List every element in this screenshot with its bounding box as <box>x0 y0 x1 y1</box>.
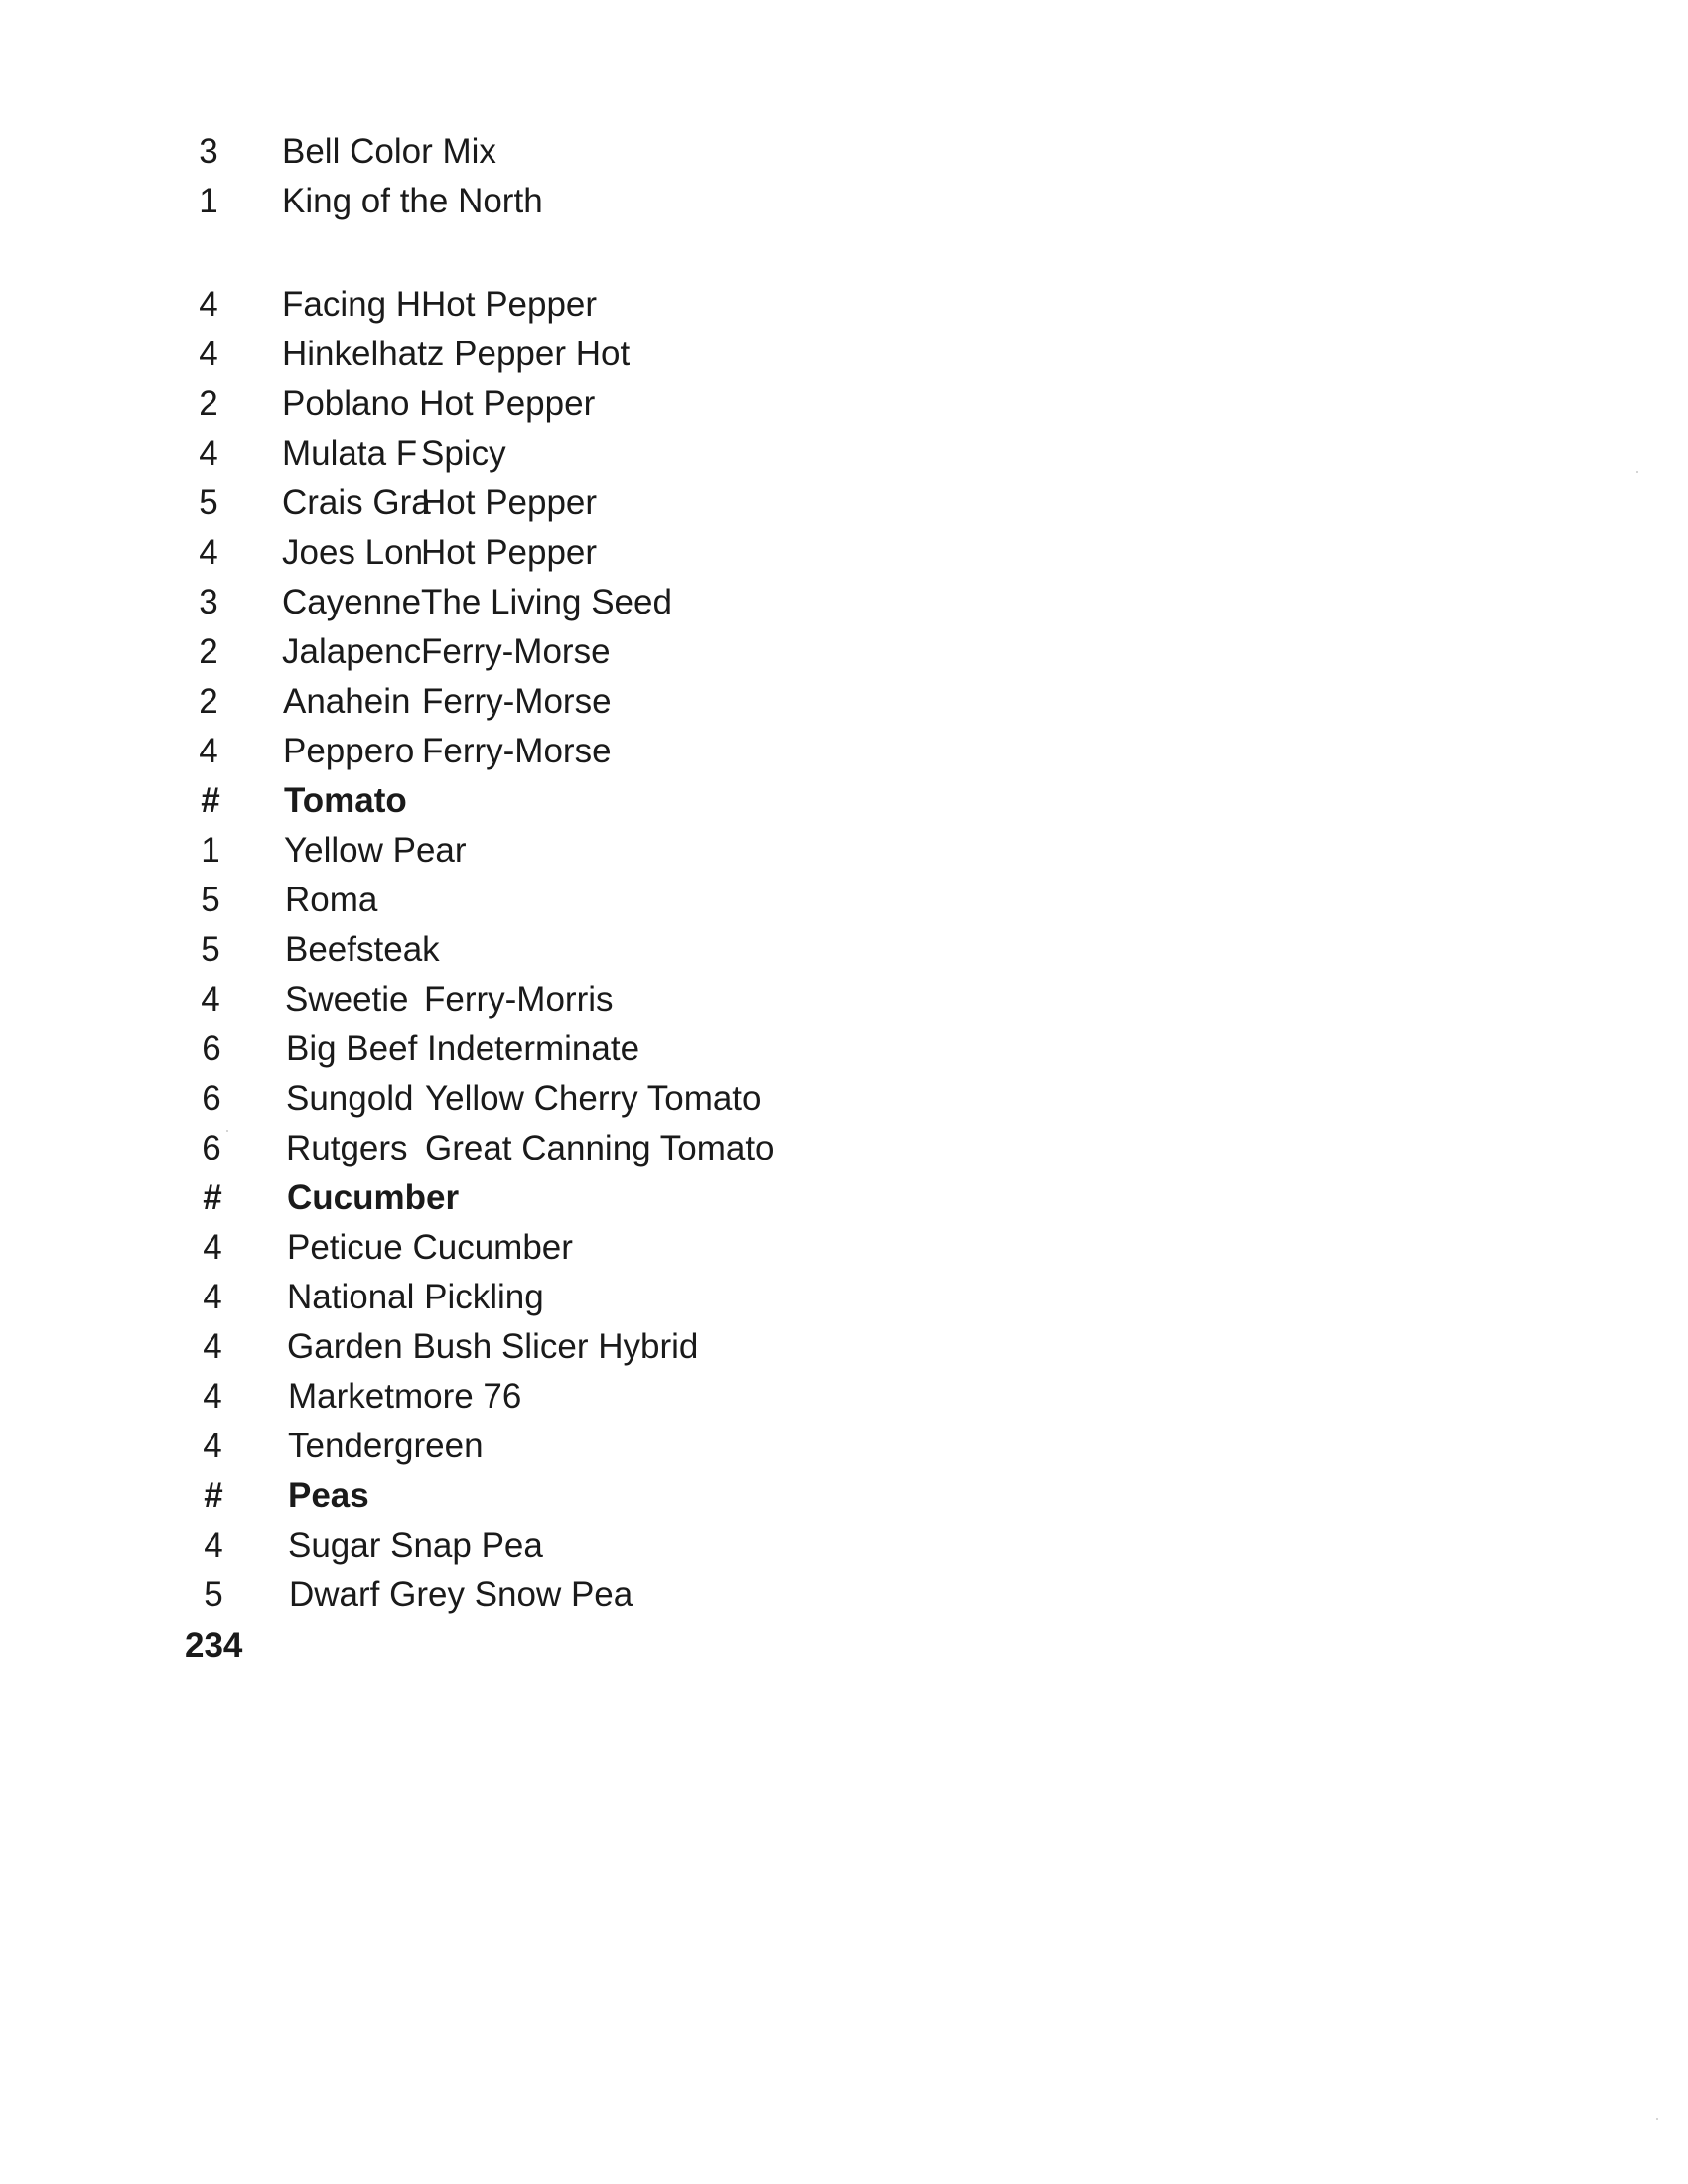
item-quantity: 4 <box>203 1327 222 1366</box>
list-item <box>0 1074 1688 1124</box>
list-item <box>0 826 1688 876</box>
item-note: Great Canning Tomato <box>425 1129 774 1167</box>
item-name: National Pickling <box>287 1278 544 1316</box>
item-quantity: 4 <box>203 1228 222 1267</box>
item-name: Cayenne <box>282 583 422 621</box>
item-name: Beefsteak <box>285 930 440 969</box>
item-quantity: 4 <box>199 335 218 373</box>
item-quantity: 5 <box>201 881 220 919</box>
item-name: Poblano Hot Pepper <box>282 384 596 423</box>
list-item <box>0 177 1688 226</box>
list-item <box>0 330 1688 379</box>
item-name: Rutgers <box>286 1129 408 1167</box>
list-item <box>0 1521 1688 1570</box>
list-item <box>0 925 1688 975</box>
item-name: Bell Color Mix <box>282 132 496 171</box>
heading-title: Peas <box>288 1476 369 1515</box>
total-count: 234 <box>185 1626 243 1665</box>
item-quantity: 4 <box>203 1377 222 1416</box>
list-item <box>0 1273 1688 1322</box>
list-item <box>0 1124 1688 1173</box>
heading-title: Cucumber <box>287 1178 460 1217</box>
section-heading-cucumber <box>0 1173 1688 1223</box>
scan-speck <box>226 1130 228 1132</box>
item-quantity: 6 <box>202 1079 221 1118</box>
item-name: Sungold <box>286 1079 414 1118</box>
item-quantity: 4 <box>199 732 218 770</box>
item-quantity: 5 <box>199 483 218 522</box>
item-name: Facing H <box>282 285 422 324</box>
item-note: Yellow Cherry Tomato <box>425 1079 762 1118</box>
item-name: Joes Lon <box>282 533 424 572</box>
item-name: Roma <box>285 881 378 919</box>
item-quantity: 2 <box>199 384 218 423</box>
section-heading-peas <box>0 1471 1688 1521</box>
item-quantity: 3 <box>199 132 218 171</box>
item-note: Ferry-Morse <box>421 632 611 671</box>
item-quantity: 6 <box>202 1129 221 1167</box>
scan-speck <box>1636 471 1638 473</box>
item-quantity: 5 <box>204 1575 223 1614</box>
item-name: Peticue Cucumber <box>287 1228 573 1267</box>
item-note: Ferry-Morris <box>424 980 614 1019</box>
item-name: Hinkelhatz Pepper Hot <box>282 335 631 373</box>
item-quantity: 5 <box>201 930 220 969</box>
section-heading-tomato <box>0 776 1688 826</box>
item-quantity: 4 <box>203 1427 222 1465</box>
list-item <box>0 429 1688 478</box>
item-quantity: 4 <box>199 533 218 572</box>
list-item <box>0 1372 1688 1422</box>
list-item <box>0 379 1688 429</box>
list-item <box>0 1223 1688 1273</box>
item-quantity: 6 <box>202 1029 221 1068</box>
item-name: Garden Bush Slicer Hybrid <box>287 1327 699 1366</box>
list-item <box>0 127 1688 177</box>
item-quantity: 4 <box>199 285 218 324</box>
item-note: Ferry-Morse <box>422 682 612 721</box>
list-item <box>0 578 1688 627</box>
item-name: Peppero <box>283 732 415 770</box>
item-name: Marketmore 76 <box>288 1377 522 1416</box>
list-item <box>0 627 1688 677</box>
item-quantity: 3 <box>199 583 218 621</box>
item-note: Hot Pepper <box>421 285 598 324</box>
item-note: Hot Pepper <box>421 483 598 522</box>
item-note: The Living Seed <box>421 583 672 621</box>
item-note: Hot Pepper <box>421 533 598 572</box>
item-name: Jalapenc <box>282 632 422 671</box>
item-name: Crais Gra <box>282 483 431 522</box>
item-quantity: 2 <box>199 682 218 721</box>
item-name: King of the North <box>282 182 543 220</box>
list-item <box>0 1024 1688 1074</box>
item-quantity: 1 <box>201 831 220 870</box>
list-item <box>0 1422 1688 1471</box>
list-item <box>0 1322 1688 1372</box>
list-item <box>0 677 1688 727</box>
item-name: Dwarf Grey Snow Pea <box>289 1575 633 1614</box>
item-name: Tendergreen <box>288 1427 484 1465</box>
list-item <box>0 876 1688 925</box>
heading-marker: # <box>201 781 220 820</box>
item-quantity: 2 <box>199 632 218 671</box>
item-name: Sugar Snap Pea <box>288 1526 543 1565</box>
heading-marker: # <box>203 1178 222 1217</box>
item-name: Anahein <box>283 682 411 721</box>
item-name: Mulata F <box>282 434 418 473</box>
heading-marker: # <box>204 1476 223 1515</box>
list-item <box>0 1570 1688 1620</box>
item-note: Spicy <box>421 434 506 473</box>
list-item <box>0 280 1688 330</box>
item-name: Sweetie <box>285 980 409 1019</box>
list-item <box>0 975 1688 1024</box>
scan-speck <box>1656 2118 1658 2120</box>
list-item <box>0 727 1688 776</box>
item-quantity: 4 <box>199 434 218 473</box>
item-name: Yellow Pear <box>284 831 467 870</box>
item-quantity: 4 <box>204 1526 223 1565</box>
item-quantity: 4 <box>203 1278 222 1316</box>
item-quantity: 4 <box>201 980 220 1019</box>
item-name: Big Beef Indeterminate <box>286 1029 640 1068</box>
list-item <box>0 528 1688 578</box>
heading-title: Tomato <box>284 781 407 820</box>
item-note: Ferry-Morse <box>422 732 612 770</box>
list-item <box>0 478 1688 528</box>
item-quantity: 1 <box>199 182 218 220</box>
